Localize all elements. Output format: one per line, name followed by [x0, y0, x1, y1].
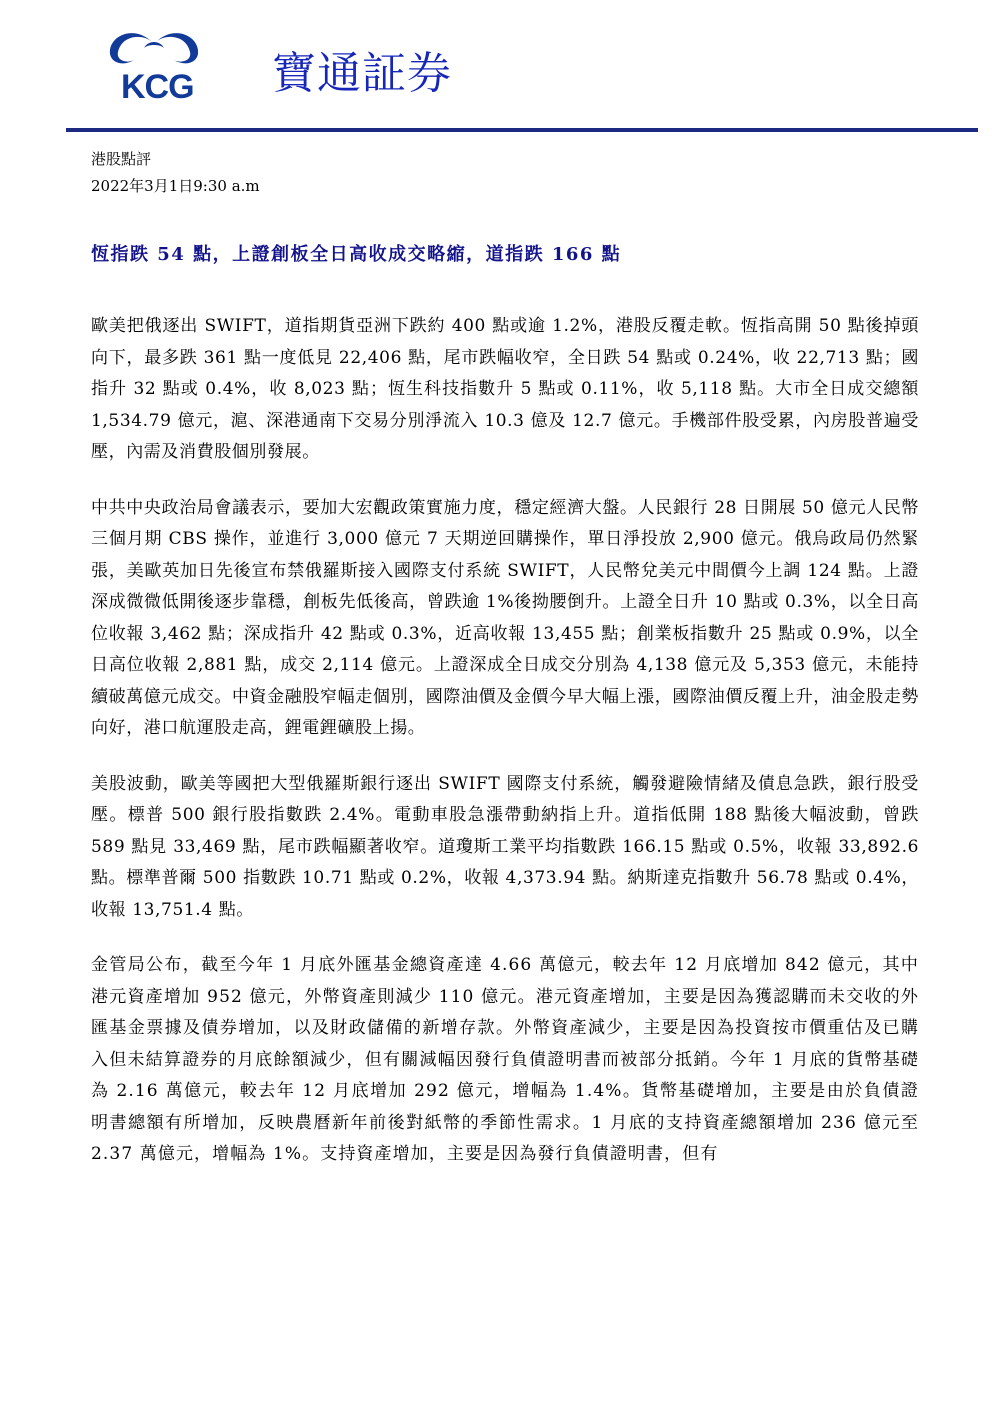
header-divider — [66, 128, 978, 132]
logo-wordmark: KCG — [121, 68, 194, 106]
brand-name: 寶通証券 — [272, 48, 452, 99]
paragraph-hkma: 金管局公布，截至今年 1 月底外匯基金總資產達 4.66 萬億元，較去年 12 月底增加 842 億元，其中港元資產增加 952 億元，外幣資產則減少 110 億元。港元資產增加，主要是因為獲認購而未交收的外匯基金票據及債券增加，以及財政儲備的新增存款。外幣資產減少，主要是因為投資按市價重估及已購入但未結算證券的月底餘額減少，但有關減幅因發行負債證明書而被部分抵銷。今年 1 月底的貨幣基礎為 2.16 萬億元，較去年 12 月底增加 292 億元，增幅為 1.4%。貨幣基礎增加，主要是由於負債證明書總額有所增加，反映農曆新年前後對紙幣的季節性需求。1 月底的支持資產總額增加 236 億元至 2.37 萬億元，增幅為 1%。支持資產增加，主要是因為發行負債證明書，但有 — [91, 955, 919, 1164]
paragraph-china-market: 中共中央政治局會議表示，要加大宏觀政策實施力度，穩定經濟大盤。人民銀行 28 日開展 50 億元人民幣三個月期 CBS 操作，並進行 3,000 億元 7 天期逆回購操作，單日淨投放 2,900 億元。俄烏政局仍然緊張，美歐英加日先後宣布禁俄羅斯接入國際支付系統 SWIFT，人民幣兌美元中間價今上調 124 點。上證深成微微低開後逐步靠穩，創板先低後高，曾跌逾 1%後拗腰倒升。上證全日升 10 點或 0.3%，以全日高位收報 3,462 點；深成指升 42 點或 0.3%，近高收報 13,455 點；創業板指數升 25 點或 0.9%，以全日高位收報 2,881 點，成交 2,114 億元。上證深成全日成交分別為 4,138 億元及 5,353 億元，未能持續破萬億元成交。中資金融股窄幅走個別，國際油價及金價今早大幅上漲，國際油價反覆上升，油金股走勢向好，港口航運股走高，鋰電鋰礦股上揚。 — [91, 497, 919, 738]
paragraph-us-market: 美股波動，歐美等國把大型俄羅斯銀行逐出 SWIFT 國際支付系統，觸發避險情緒及債息急跌，銀行股受壓。標普 500 銀行股指數跌 2.4%。電動車股急漲帶動納指上升。道指低開 188 點後大幅波動，曾跌 589 點見 33,469 點，尾市跌幅顯著收窄。道瓊斯工業平均指數跌 166.15 點或 0.5%，收報 33,892.6 點。標準普爾 500 指數跌 10.71 點或 0.2%，收報 4,373.94 點。納斯達克指數升 56.78 點或 0.4%，收報 13,751.4 點。 — [91, 773, 919, 920]
paragraph-hk-market: 歐美把俄逐出 SWIFT，道指期貨亞洲下跌約 400 點或逾 1.2%，港股反覆走軟。恆指高開 50 點後掉頭向下，最多跌 361 點一度低見 22,406 點，尾市跌幅收窄，全日跌 54 點或 0.24%，收 22,713 點；國指升 32 點或 0.4%，收 8,023 點；恆生科技指數升 5 點或 0.11%，收 5,118 點。大市全日成交總額 1,534.79 億元，滬、深港通南下交易分別淨流入 10.3 億及 12.7 億元。手機部件股受累，內房股普遍受壓，內需及消費股個別發展。 — [91, 316, 919, 462]
report-body — [91, 311, 919, 1195]
report-headline: 恆指跌 54 點，上證創板全日高收成交略縮，道指跌 166 點 — [91, 244, 622, 265]
report-datetime: 2022年3月1日9:30 a.m — [91, 177, 260, 195]
report-category: 港股點評 — [91, 150, 152, 168]
page-header — [0, 0, 992, 140]
report-meta — [91, 146, 260, 200]
